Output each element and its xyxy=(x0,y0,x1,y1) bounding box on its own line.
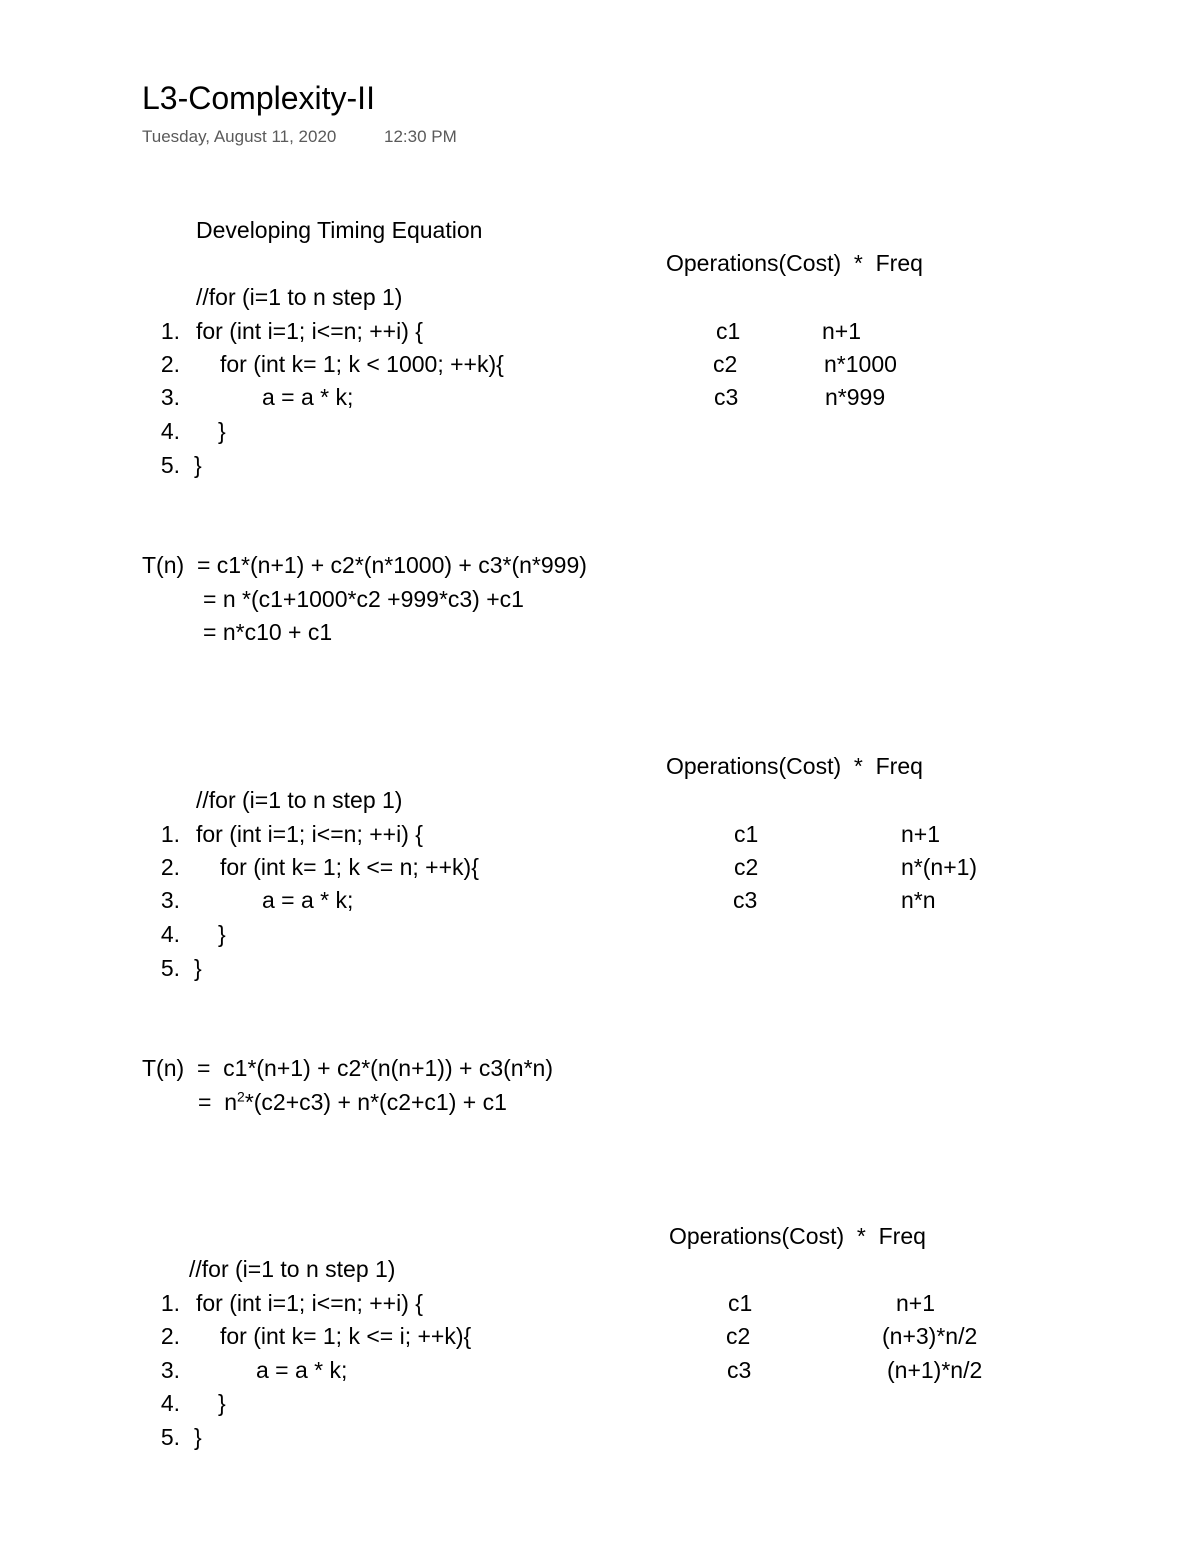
cost-cell: c1 xyxy=(734,821,759,847)
code-line: } xyxy=(218,1390,226,1416)
line-number: 4. xyxy=(160,921,180,947)
section-heading: Developing Timing Equation xyxy=(196,217,483,243)
line-number: 3. xyxy=(160,887,180,913)
cost-cell: c2 xyxy=(713,351,738,377)
equation-line: T(n) = c1*(n+1) + c2*(n*1000) + c3*(n*999) xyxy=(142,552,587,578)
exponent: 2 xyxy=(237,1088,245,1105)
equation-line: T(n) = c1*(n+1) + c2*(n(n+1)) + c3(n*n) xyxy=(142,1055,553,1081)
line-number: 3. xyxy=(160,384,180,410)
freq-cell: n*999 xyxy=(825,384,886,410)
code-line: for (int k= 1; k <= n; ++k){ xyxy=(220,854,479,880)
code-line: } xyxy=(218,418,226,444)
cost-cell: c2 xyxy=(726,1323,751,1349)
freq-cell: n*n xyxy=(901,887,936,913)
cost-cell: c3 xyxy=(714,384,739,410)
cost-cell: c1 xyxy=(716,318,741,344)
freq-cell: n+1 xyxy=(896,1290,936,1316)
ops-header: Operations(Cost) * Freq xyxy=(666,250,923,276)
line-number: 4. xyxy=(160,418,180,444)
code-line: } xyxy=(218,921,226,947)
code-line: for (int i=1; i<=n; ++i) { xyxy=(196,1290,423,1316)
freq-cell: n+1 xyxy=(822,318,862,344)
code-line: for (int i=1; i<=n; ++i) { xyxy=(196,821,423,847)
line-number: 4. xyxy=(160,1390,180,1416)
equation-line: = n *(c1+1000*c2 +999*c3) +c1 xyxy=(203,586,524,612)
equation-line: = n*c10 + c1 xyxy=(203,619,333,645)
code-line: for (int i=1; i<=n; ++i) { xyxy=(196,318,423,344)
line-number: 2. xyxy=(160,854,180,880)
page-time: 12:30 PM xyxy=(384,127,457,146)
line-number: 3. xyxy=(160,1357,180,1383)
equation-line xyxy=(198,1088,507,1115)
line-number: 2. xyxy=(160,351,180,377)
code-line: } xyxy=(194,452,202,478)
cost-cell: c3 xyxy=(733,887,758,913)
line-number: 5. xyxy=(160,452,180,478)
code-comment: //for (i=1 to n step 1) xyxy=(189,1256,396,1282)
line-number: 1. xyxy=(160,821,180,847)
equation-suffix: *(c2+c3) + n*(c2+c1) + c1 xyxy=(244,1089,507,1115)
freq-cell: n*(n+1) xyxy=(901,854,978,880)
freq-cell: (n+1)*n/2 xyxy=(887,1357,983,1383)
code-line: } xyxy=(194,1424,202,1450)
ops-header: Operations(Cost) * Freq xyxy=(669,1223,926,1249)
line-number: 2. xyxy=(160,1323,180,1349)
code-comment: //for (i=1 to n step 1) xyxy=(196,284,403,310)
freq-cell: n+1 xyxy=(901,821,941,847)
cost-cell: c3 xyxy=(727,1357,752,1383)
code-line: a = a * k; xyxy=(262,887,354,913)
code-comment: //for (i=1 to n step 1) xyxy=(196,787,403,813)
freq-cell: (n+3)*n/2 xyxy=(882,1323,978,1349)
code-line: a = a * k; xyxy=(256,1357,348,1383)
equation-prefix: = n xyxy=(198,1089,238,1115)
page-title: L3-Complexity-II xyxy=(142,80,375,116)
line-number: 5. xyxy=(160,955,180,981)
cost-cell: c2 xyxy=(734,854,759,880)
line-number: 1. xyxy=(160,1290,180,1316)
line-number: 5. xyxy=(160,1424,180,1450)
cost-cell: c1 xyxy=(728,1290,753,1316)
code-line: a = a * k; xyxy=(262,384,354,410)
code-line: } xyxy=(194,955,202,981)
code-line: for (int k= 1; k < 1000; ++k){ xyxy=(220,351,504,377)
line-number: 1. xyxy=(160,318,180,344)
page-date: Tuesday, August 11, 2020 xyxy=(142,127,337,146)
freq-cell: n*1000 xyxy=(824,351,897,377)
code-line: for (int k= 1; k <= i; ++k){ xyxy=(220,1323,472,1349)
ops-header: Operations(Cost) * Freq xyxy=(666,753,923,779)
